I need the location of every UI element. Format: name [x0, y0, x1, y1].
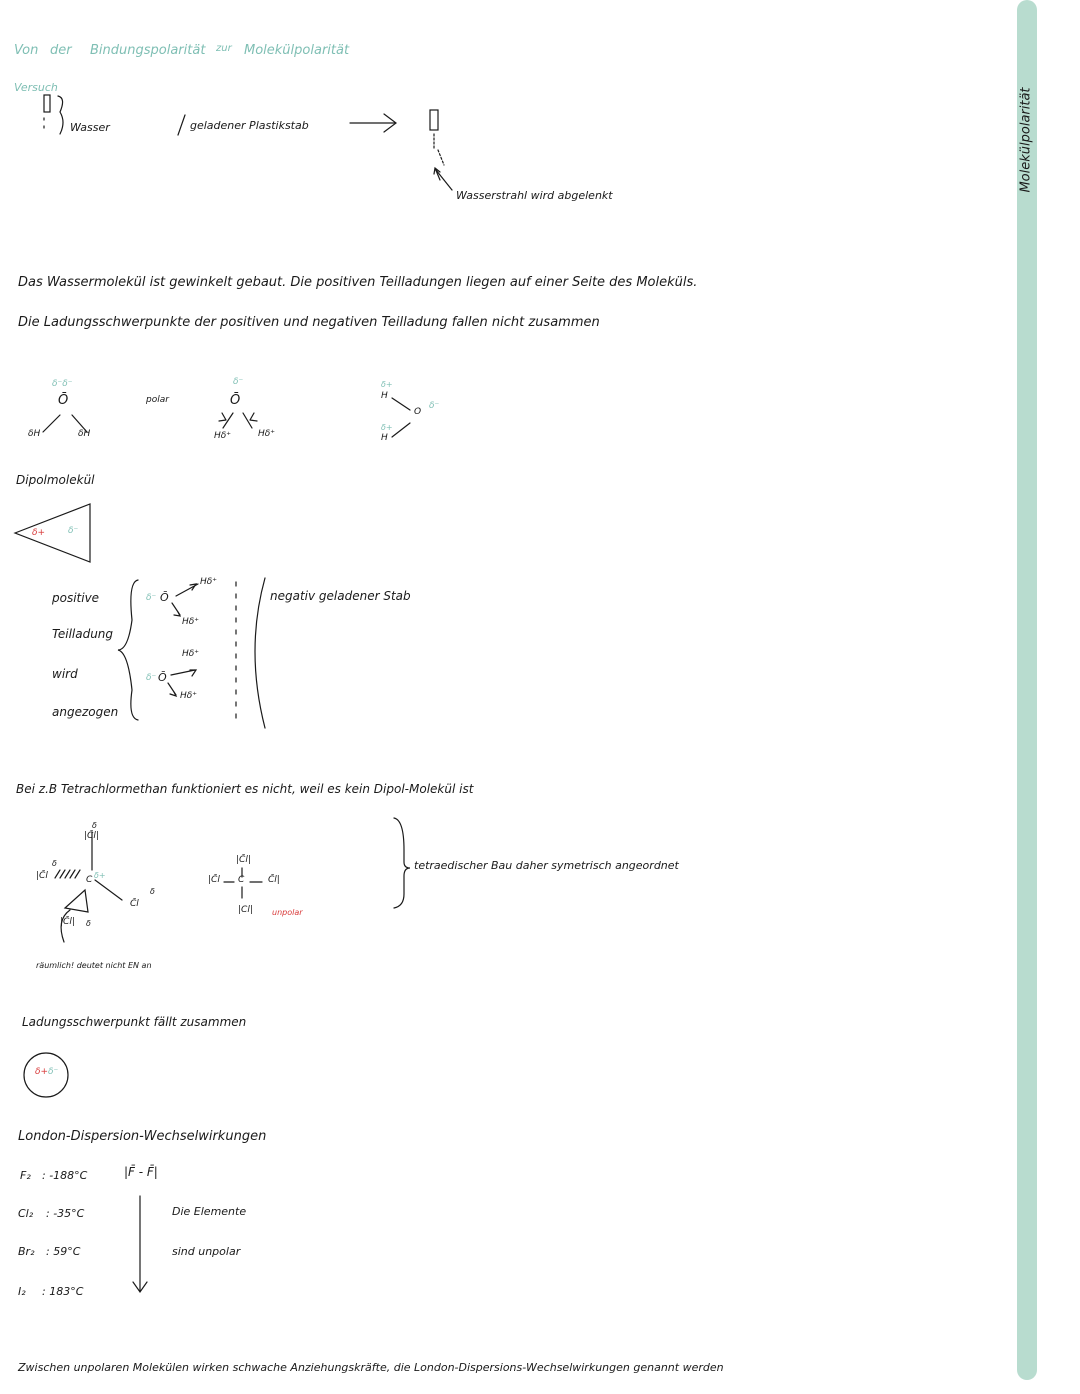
london-temp-1: : -35°C: [46, 1207, 85, 1220]
negative-stab-arc: [255, 578, 265, 728]
water3-bonds: [392, 398, 410, 437]
london-el-2: Br₂: [18, 1245, 35, 1258]
title-bindungspolaritaet: Bindungspolarität: [90, 43, 206, 58]
explanation-line2: Die Ladungsschwerpunkte der positiven und negativen Teilladung fallen nicht zusammen: [18, 315, 600, 330]
london-down-arrow-icon: [133, 1196, 147, 1292]
wedge-bond: [65, 890, 88, 912]
unpolar-label: unpolar: [272, 908, 303, 917]
water3-h2-charge: δ+: [381, 423, 393, 432]
title-zur: zur: [216, 43, 232, 54]
neg-stab-label: negativ geladener Stab: [270, 589, 411, 603]
schwerpunkt-text: Ladungsschwerpunkt fällt zusammen: [22, 1015, 247, 1029]
tetra-intro: Bei z.B Tetrachlormethan funktioniert es nicht, weil es kein Dipol-Molekül ist: [16, 782, 474, 796]
attraction-l3: wird: [52, 667, 78, 681]
ccl4-bottom-charge: δ: [86, 919, 91, 928]
water2-h-left: Hδ⁺: [214, 431, 232, 441]
water1-h-right: δH: [78, 429, 91, 439]
wasser-label: Wasser: [70, 121, 110, 134]
container-icon: [430, 110, 438, 130]
ccl4-c-charge: δ+: [94, 871, 106, 880]
water3-h1-charge: δ+: [381, 380, 393, 389]
ccl4-center-c: C: [86, 875, 93, 885]
london-temp-0: : -188°C: [42, 1169, 88, 1182]
tetra-bracket: [394, 818, 410, 908]
ccl4-right-bond: [95, 880, 122, 900]
versuch-label: Versuch: [14, 81, 58, 94]
stab-slash: [178, 115, 185, 135]
flat-cl-left: |C̄l: [208, 875, 220, 885]
london-el-1: Cl₂: [18, 1207, 34, 1220]
london-el-3: I₂: [18, 1285, 26, 1298]
london-heading: London-Dispersion-Wechselwirkungen: [18, 1129, 267, 1144]
attr-h1: Hδ⁺: [200, 577, 218, 587]
strahl-label: Wasserstrahl wird abgelenkt: [456, 189, 613, 202]
london-temp-2: : 59°C: [46, 1245, 81, 1258]
london-el-0: F₂: [20, 1169, 31, 1182]
tetra-bau: tetraedischer Bau daher symetrisch angeordnet: [414, 859, 679, 872]
flat-cl-top: |C̄l|: [236, 855, 251, 865]
attr-o2-charge: δ⁻: [146, 673, 157, 683]
water2-bonds: [223, 413, 252, 428]
title-von: Von: [14, 43, 39, 58]
water2-h-right: Hδ⁺: [258, 429, 276, 439]
flat-c: C: [238, 875, 245, 885]
water3-h1: H: [381, 391, 388, 401]
london-summary: Zwischen unpolaren Molekülen wirken schwache Anziehungskräfte, die London-Dispersions-Wechselwirkungen genannt werden: [18, 1361, 724, 1374]
ccl4-top-cl: |C̄l|: [84, 831, 99, 841]
ccl4-bottom-cl: |C̄l|: [60, 917, 75, 927]
ccl4-top-charge: δ: [92, 821, 97, 830]
ccl4-left-charge: δ: [52, 859, 57, 868]
attraction-l4: angezogen: [52, 705, 119, 719]
water2-o-charge: δ⁻: [233, 377, 244, 387]
water2-oxygen: Ō: [230, 393, 241, 408]
hashed-bond: [55, 870, 80, 878]
attraction-l2: Teilladung: [52, 627, 114, 641]
flat-cl-right: C̄l|: [268, 875, 280, 885]
attr-h2: Hδ⁺: [182, 617, 200, 627]
london-temp-3: : 183°C: [42, 1285, 84, 1298]
water-container-icon: [44, 95, 50, 112]
london-note2: sind unpolar: [172, 1245, 241, 1258]
explanation-line1: Das Wassermolekül ist gewinkelt gebaut. Die positiven Teilladungen liegen auf einer Seite des Moleküls.: [18, 275, 698, 290]
sidebar-label: Molekülpolarität: [1018, 87, 1034, 193]
dipol-triangle: [15, 504, 90, 562]
f2-formula: |F̄ - F̄|: [124, 1165, 158, 1179]
schwerpunkt-plus: δ+: [35, 1067, 49, 1077]
ccl4-left-cl: |C̄l: [36, 871, 48, 881]
title-molekuelpolaritaet: Molekülpolarität: [244, 43, 350, 58]
water3-oxygen: O: [414, 407, 422, 417]
curly-brace: [118, 580, 138, 720]
water3-o-charge: δ⁻: [429, 401, 440, 411]
attraction-l1: positive: [52, 591, 100, 605]
schwerpunkt-minus: δ⁻: [48, 1067, 59, 1077]
wasser-bracket: [58, 96, 63, 134]
attr-h4: Hδ⁺: [180, 691, 198, 701]
water1-h-left: δH: [28, 429, 41, 439]
dipol-minus: δ⁻: [68, 526, 79, 536]
attr-o1: Ō: [160, 591, 169, 604]
ccl4-right-cl: C̄l: [130, 899, 139, 909]
attr-h3: Hδ⁺: [182, 649, 200, 659]
dipol-plus: δ+: [32, 528, 46, 538]
raeumlich-note: räumlich! deutet nicht EN an: [36, 961, 152, 970]
flat-cl-bottom: |Cl|: [238, 905, 253, 915]
dipol-label: Dipolmolekül: [16, 473, 95, 487]
water1-oxygen: Ō: [58, 393, 69, 408]
london-note1: Die Elemente: [172, 1205, 247, 1218]
title-der: der: [50, 43, 72, 58]
attr-o2: Ō: [158, 671, 167, 684]
stab-label: geladener Plastikstab: [190, 119, 309, 132]
water1-charges: δ⁻δ⁻: [52, 379, 73, 389]
water3-h2: H: [381, 433, 388, 443]
experiment-arrow-icon: [350, 114, 396, 132]
ccl4-right-charge: δ: [150, 887, 155, 896]
polar-label: polar: [146, 395, 169, 405]
attr-o1-charge: δ⁻: [146, 593, 157, 603]
